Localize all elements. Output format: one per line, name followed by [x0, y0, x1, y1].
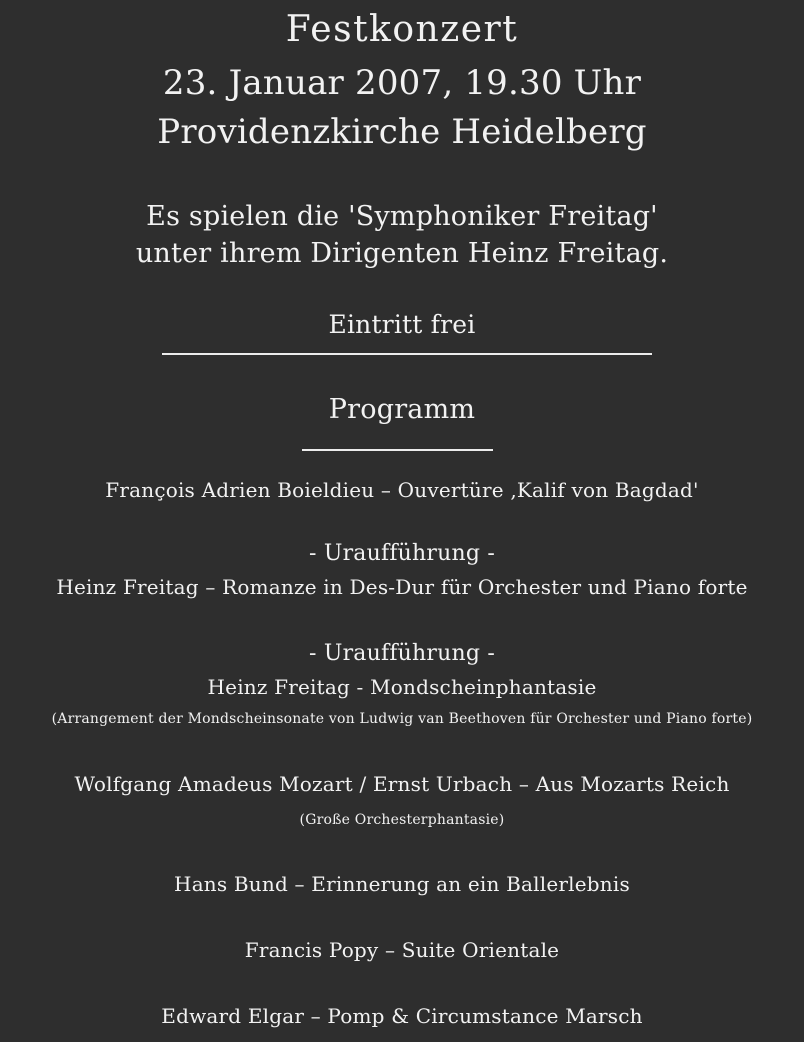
- admission-text: Eintritt frei: [328, 310, 476, 339]
- program-item-6: Francis Popy – Suite Orientale: [244, 938, 560, 962]
- program-item-5: Hans Bund – Erinnerung an ein Ballerlebnis: [174, 872, 630, 896]
- performers-line-2: unter ihrem Dirigenten Heinz Freitag.: [135, 238, 669, 269]
- program-item-4: Wolfgang Amadeus Mozart / Ernst Urbach – Aus Mozarts Reich: [74, 772, 730, 796]
- program-item-1: François Adrien Boieldieu – Ouvertüre ‚Kalif von Bagdad': [105, 478, 699, 502]
- section-divider-long: [162, 353, 652, 355]
- program-heading: Programm: [328, 394, 476, 425]
- concert-title: Festkonzert: [285, 9, 519, 50]
- program-item-7: Edward Elgar – Pomp & Circumstance Marsch: [161, 1004, 643, 1028]
- section-divider-short: [302, 449, 493, 451]
- concert-date-time: 23. Januar 2007, 19.30 Uhr: [162, 63, 642, 103]
- program-item-2: Heinz Freitag – Romanze in Des-Dur für Orchester und Piano forte: [56, 575, 748, 599]
- program-item-3-note: (Arrangement der Mondscheinsonate von Ludwig van Beethoven für Orchester und Piano forte): [51, 711, 753, 727]
- program-item-3-label: - Uraufführung -: [309, 641, 495, 666]
- program-item-2-label: - Uraufführung -: [309, 541, 495, 566]
- program-item-3: Heinz Freitag - Mondscheinphantasie: [207, 675, 597, 699]
- performers-line-1: Es spielen die 'Symphoniker Freitag': [146, 201, 658, 232]
- concert-venue: Providenzkirche Heidelberg: [157, 112, 647, 152]
- program-item-4-note: (Große Orchesterphantasie): [299, 812, 505, 828]
